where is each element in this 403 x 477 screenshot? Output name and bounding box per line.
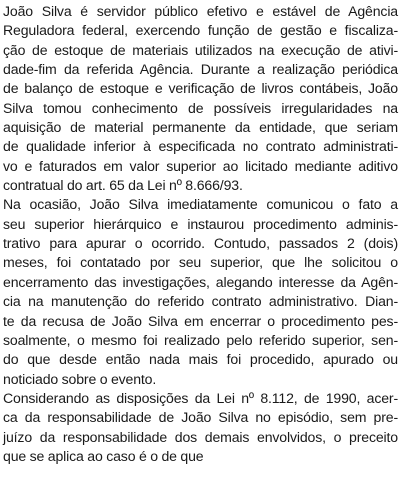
text-line: dade-fim da referida Agência. Durante a realização periódica bbox=[3, 61, 398, 78]
text-line: te da recusa de João Silva em encerrar o procedimento pes- bbox=[3, 312, 398, 329]
text-line: trativo para apurar o ocorrido. Contudo, passados 2 (dois) bbox=[3, 235, 398, 252]
text-line: meses, foi contatado por seu superior, que lhe solicitou o bbox=[3, 254, 398, 271]
text-line: contratual do art. 65 da Lei nº 8.666/93. bbox=[3, 177, 243, 194]
text-line: soalmente, o mesmo foi realizado pelo referido superior, sen- bbox=[3, 331, 398, 348]
paragraph-2 bbox=[3, 195, 398, 388]
text-line: João Silva é servidor público efetivo e estável de Agência bbox=[3, 3, 398, 19]
text-line: encerramento das investigações, alegando interesse da Agên- bbox=[3, 273, 398, 290]
text-line: juízo da responsabilidade dos demais envolvidos, o preceito bbox=[3, 428, 398, 445]
paragraph-3 bbox=[3, 389, 398, 466]
text-line: de balanço de estoque e verificação de livros contábeis, João bbox=[3, 80, 398, 97]
text-line: ção de estoque de materiais utilizados na execução de ativi- bbox=[3, 41, 398, 58]
paragraph-1 bbox=[3, 2, 398, 195]
text-line: que se aplica ao caso é o de que bbox=[3, 447, 204, 464]
text-line: cia na manutenção do referido contrato administrativo. Dian- bbox=[3, 293, 398, 310]
text-line: ca da responsabilidade de João Silva no episódio, sem pre- bbox=[3, 409, 398, 426]
text-line: Considerando as disposições da Lei nº 8.112, de 1990, acer- bbox=[3, 389, 398, 406]
text-line: noticiado sobre o evento. bbox=[3, 370, 157, 387]
text-line: do que desde então nada mais foi procedido, apurado ou bbox=[3, 351, 398, 368]
text-line: seu superior hierárquico e instaurou procedimento adminis- bbox=[3, 215, 398, 232]
text-line: Na ocasião, João Silva imediatamente comunicou o fato a bbox=[3, 196, 398, 213]
text-line: aquisição de material permanente da entidade, que seriam bbox=[3, 119, 398, 136]
text-line: vo e faturados em valor superior ao licitado mediante aditivo bbox=[3, 157, 398, 174]
text-line: Silva tomou conhecimento de possíveis irregularidades na bbox=[3, 99, 398, 116]
text-line: Reguladora federal, exercendo função de gestão e fiscaliza- bbox=[3, 22, 398, 39]
text-line: de qualidade inferior à especificada no contrato administrati- bbox=[3, 138, 398, 155]
